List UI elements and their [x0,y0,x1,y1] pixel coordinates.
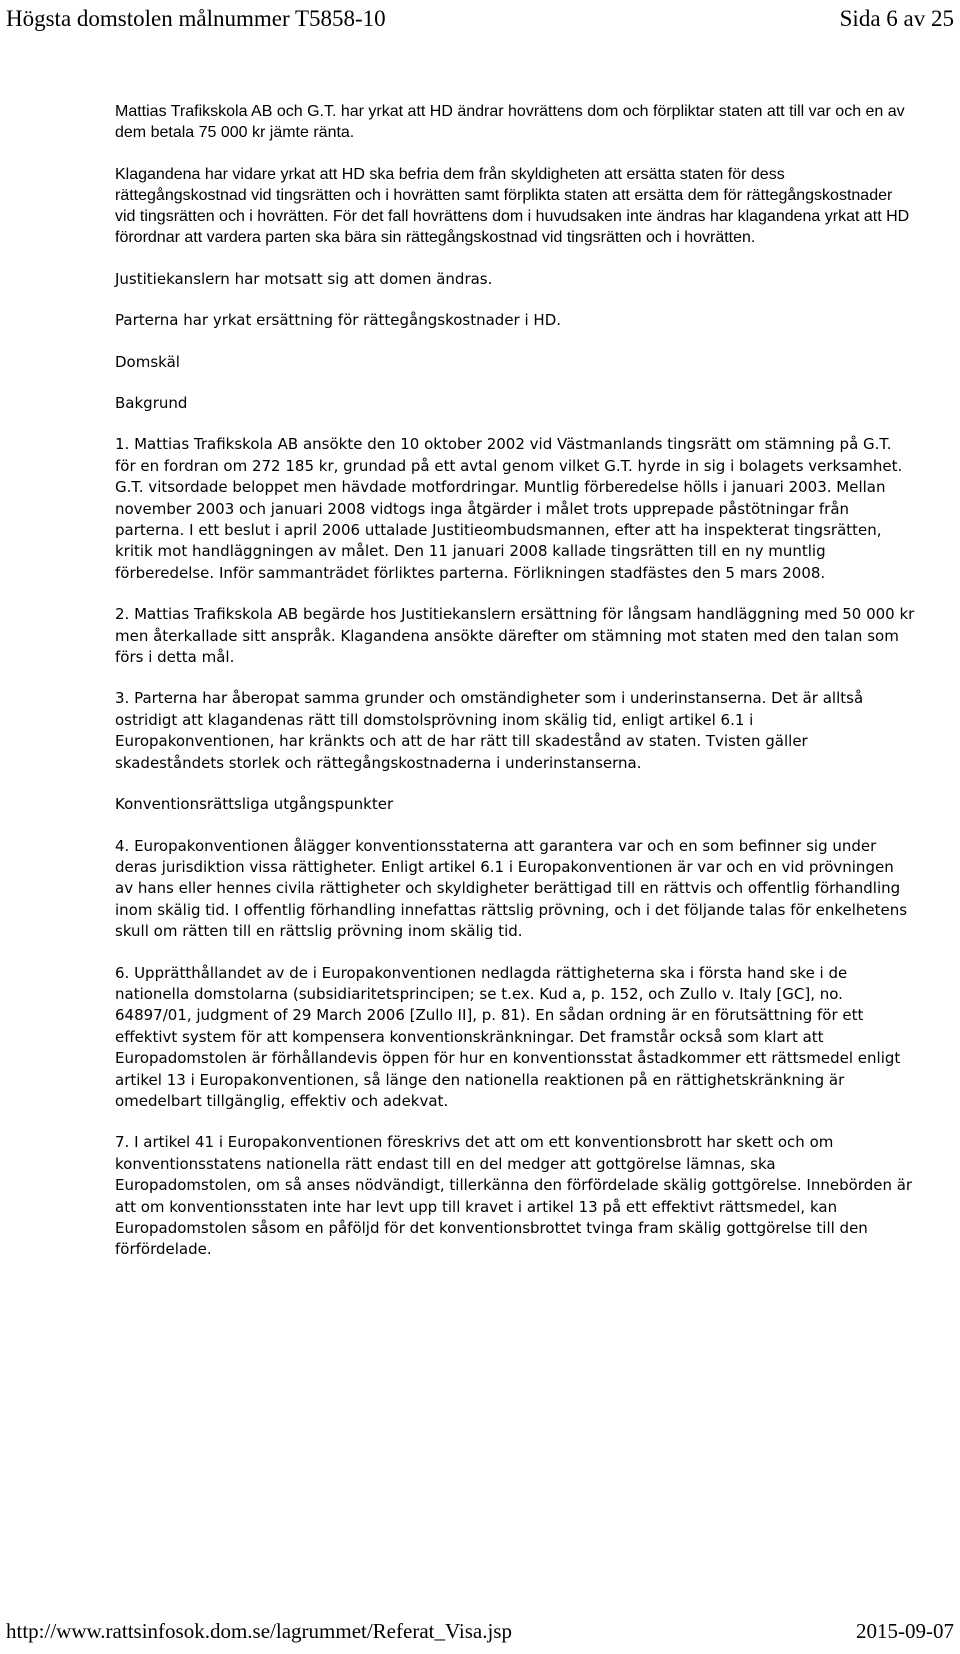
page-footer [6,1616,954,1648]
paragraph-claims: Mattias Trafikskola AB och G.T. har yrkat att HD ändrar hovrättens dom och förpliktar staten att till var och en av dem betala 75 000 kr jämte ränta. [115,103,905,142]
page-number: Sida 6 av 25 [839,6,954,31]
heading-bakgrund: Bakgrund [115,394,188,412]
paragraph-4: 4. Europakonventionen ålägger konventionsstaterna att garantera var och en som befinner sig under deras jurisdiktion vissa rättigheter. Enligt artikel 6.1 i Europakonventionen är var och en vid prövningen av hans eller hennes civila rättigheter och skyldigheter berättigad till en rättvis och offentlig förhandling inom skälig tid. I offentlig förhandling innefattas rättslig prövning, och i det följande talas för enkelhetens skull om rätten till en rättslig prövning inom skälig tid. [115,836,908,941]
paragraph-further-claims: Klagandena har vidare yrkat att HD ska befria dem från skyldigheten att ersätta staten för dess rättegångskostnad vid tingsrätten och i hovrätten samt förplikta staten att ersätta dem för rättegångskostnader vid tingsrätten och i hovrätten. För det fall hovrättens dom i huvudsaken inte ändras har klagandena yrkat att HD förordnar att vardera parten ska bära sin rättegångskostnad vid tingsrätten och i hovrätten. [115,165,910,247]
paragraph-3: 3. Parterna har åberopat samma grunder och omständigheter som i underinstanserna. Det är alltså ostridigt att klagandenas rätt till domstolsprövning inom skälig tid, enligt artikel 6.1 i Europakonventionen, har kränkts och att de har rätt till skadestånd av staten. Tvisten gäller skadeståndets storlek och rättegångskostnaderna i underinstanserna. [115,689,864,772]
paragraph-costs: Parterna har yrkat ersättning för rättegångskostnader i HD. [115,311,562,330]
paragraph-1: 1. Mattias Trafikskola AB ansökte den 10 oktober 2002 vid Västmanlands tingsrätt om stämning på G.T. för en fordran om 272 185 kr, grundad på ett avtal genom vilket G.T. hyrde in sig i bolagets verksamhet. G.T. vitsordade beloppet men hävdade motfordringar. Muntlig förberedelse hölls i januari 2003. Mellan november 2003 och januari 2008 vidtogs inga åtgärder i målet trots upprepade påstötningar från parterna. I ett beslut i april 2006 uttalade Justitieombudsmannen, efter att ha inspekterat tingsrätten, kritik mot handläggningen av målet. Den 11 januari 2008 kallade tingsrätten till en ny muntlig förberedelse. Inför sammanträdet förliktes parterna. Förlikningen stadfästes den 5 mars 2008. [115,435,903,582]
paragraph-6: 6. Upprätthållandet av de i Europakonventionen nedlagda rättigheterna ska i första hand ske i de nationella domstolarna (subsidiaritetsprincipen; se t.ex. Kud a, p. 152, och Zullo v. Italy [GC], no. 64897/01, judgment of 29 March 2006 [Zullo II], p. 81). En sådan ordning är en förutsättning för ett effektivt system för att kompensera konventionskränkningar. Det framstår också som klart att Europadomstolen är förhållandevis öppen för hur en konventionsstat åstadkommer ett rättsmedel enligt artikel 13 i Europakonventionen, så länge den nationella reaktionen på en rättighetskränkning är omedelbart tillgänglig, effektiv och adekvat. [115,963,901,1110]
paragraph-7: 7. I artikel 41 i Europakonventionen föreskrivs det att om ett konventionsbrott har skett och om konventionsstatens nationella rätt endast till en del medger att gottgörelse lämnas, ska Europadomstolen, om så anses nödvändigt, tillerkänna den förfördelade skälig gottgörelse. Innebörden är att om konventionsstaten inte har levt upp till kravet i artikel 13 på ett effektivt rättsmedel, kan Europadomstolen såsom en påföljd för det konventionsbrottet tvinga fram skälig gottgörelse till den förfördelade. [115,1133,913,1259]
footer-date: 2015-09-07 [856,1619,954,1643]
page-header [6,4,954,40]
paragraph-2: 2. Mattias Trafikskola AB begärde hos Justitiekanslern ersättning för långsam handläggning med 50 000 kr men återkallade sitt anspråk. Klagandena ansökte därefter om stämning mot staten med den talan som förs i detta mål. [115,605,915,667]
document-body [115,101,915,1281]
paragraph-jk-response: Justitiekanslern har motsatt sig att domen ändras. [115,269,493,288]
heading-konventionsrattsliga: Konventionsrättsliga utgångspunkter [115,795,394,814]
heading-domskal: Domskäl [115,352,180,371]
footer-url: http://www.rattsinfosok.dom.se/lagrummet/Referat_Visa.jsp [6,1619,512,1643]
document-title: Högsta domstolen målnummer T5858-10 [6,6,386,31]
